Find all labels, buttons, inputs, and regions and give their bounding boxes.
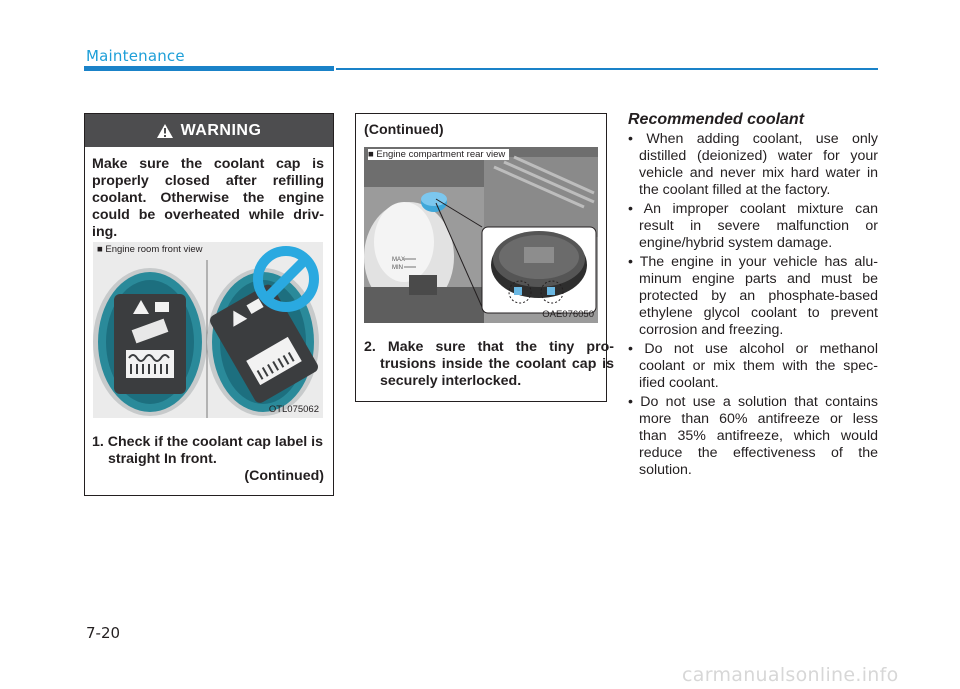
warning-text: Make sure the coolant cap is properly closed after refilling coolant. Otherwise the engine could be overheated while driv-ing.: [92, 156, 324, 240]
step-1-text: 1. Check if the coolant cap label is straight In front.: [92, 434, 324, 467]
min-label: MIN: [392, 265, 403, 271]
coolant-list: [628, 131, 878, 481]
figure-code: OTL075062: [268, 404, 319, 415]
list-item: • Do not use a solution that contains more than 60% antifreeze or less than 35% antifreeze, which would reduce the effectiveness of the solution.: [628, 394, 878, 479]
list-item: • The engine in your vehicle has alu-minum engine parts and must be protected by an phosphate-based ethylene glycol coolant to prevent corrosion and freezing.: [628, 254, 878, 339]
engine-room-front-figure: [93, 242, 323, 418]
figure-code: OAE076050: [542, 309, 594, 320]
header-rule-thick: [84, 66, 334, 71]
continued-title: (Continued): [364, 122, 444, 138]
warning-label: WARNING: [180, 121, 262, 139]
coolant-reservoir-illustration: [364, 147, 598, 323]
step-2-text: 2. Make sure that the tiny pro-trusions inside the coolant cap is securely interlocked.: [364, 339, 614, 389]
warning-bar: [85, 114, 333, 147]
figure-caption: ■ Engine room front view: [97, 244, 207, 255]
list-item: • When adding coolant, use only distilled (deionized) water for your vehicle and never mix hard water in the coolant filled at the factory.: [628, 131, 878, 199]
section-title: Recommended coolant: [628, 111, 805, 128]
max-label: MAX: [392, 257, 406, 263]
list-item: • Do not use alcohol or methanol coolant or mix them with the spec-ified coolant.: [628, 341, 878, 392]
coolant-cap-illustration: [93, 242, 323, 418]
continued-label: (Continued): [244, 468, 324, 484]
engine-compartment-rear-figure: [364, 147, 598, 323]
header-title: Maintenance: [86, 47, 185, 65]
list-item: • An improper coolant mixture can result in severe malfunction or engine/hybrid system damage.: [628, 201, 878, 252]
step-1: [92, 434, 324, 485]
watermark: carmanualsonline.info: [682, 664, 899, 686]
warning-triangle-icon: [157, 124, 173, 138]
warning-panel: [84, 113, 334, 496]
continued-panel: [355, 113, 614, 402]
page-number: 7-20: [86, 624, 121, 642]
figure-caption: ■ Engine compartment rear view: [368, 149, 509, 160]
header-rule-thin: [336, 68, 878, 70]
